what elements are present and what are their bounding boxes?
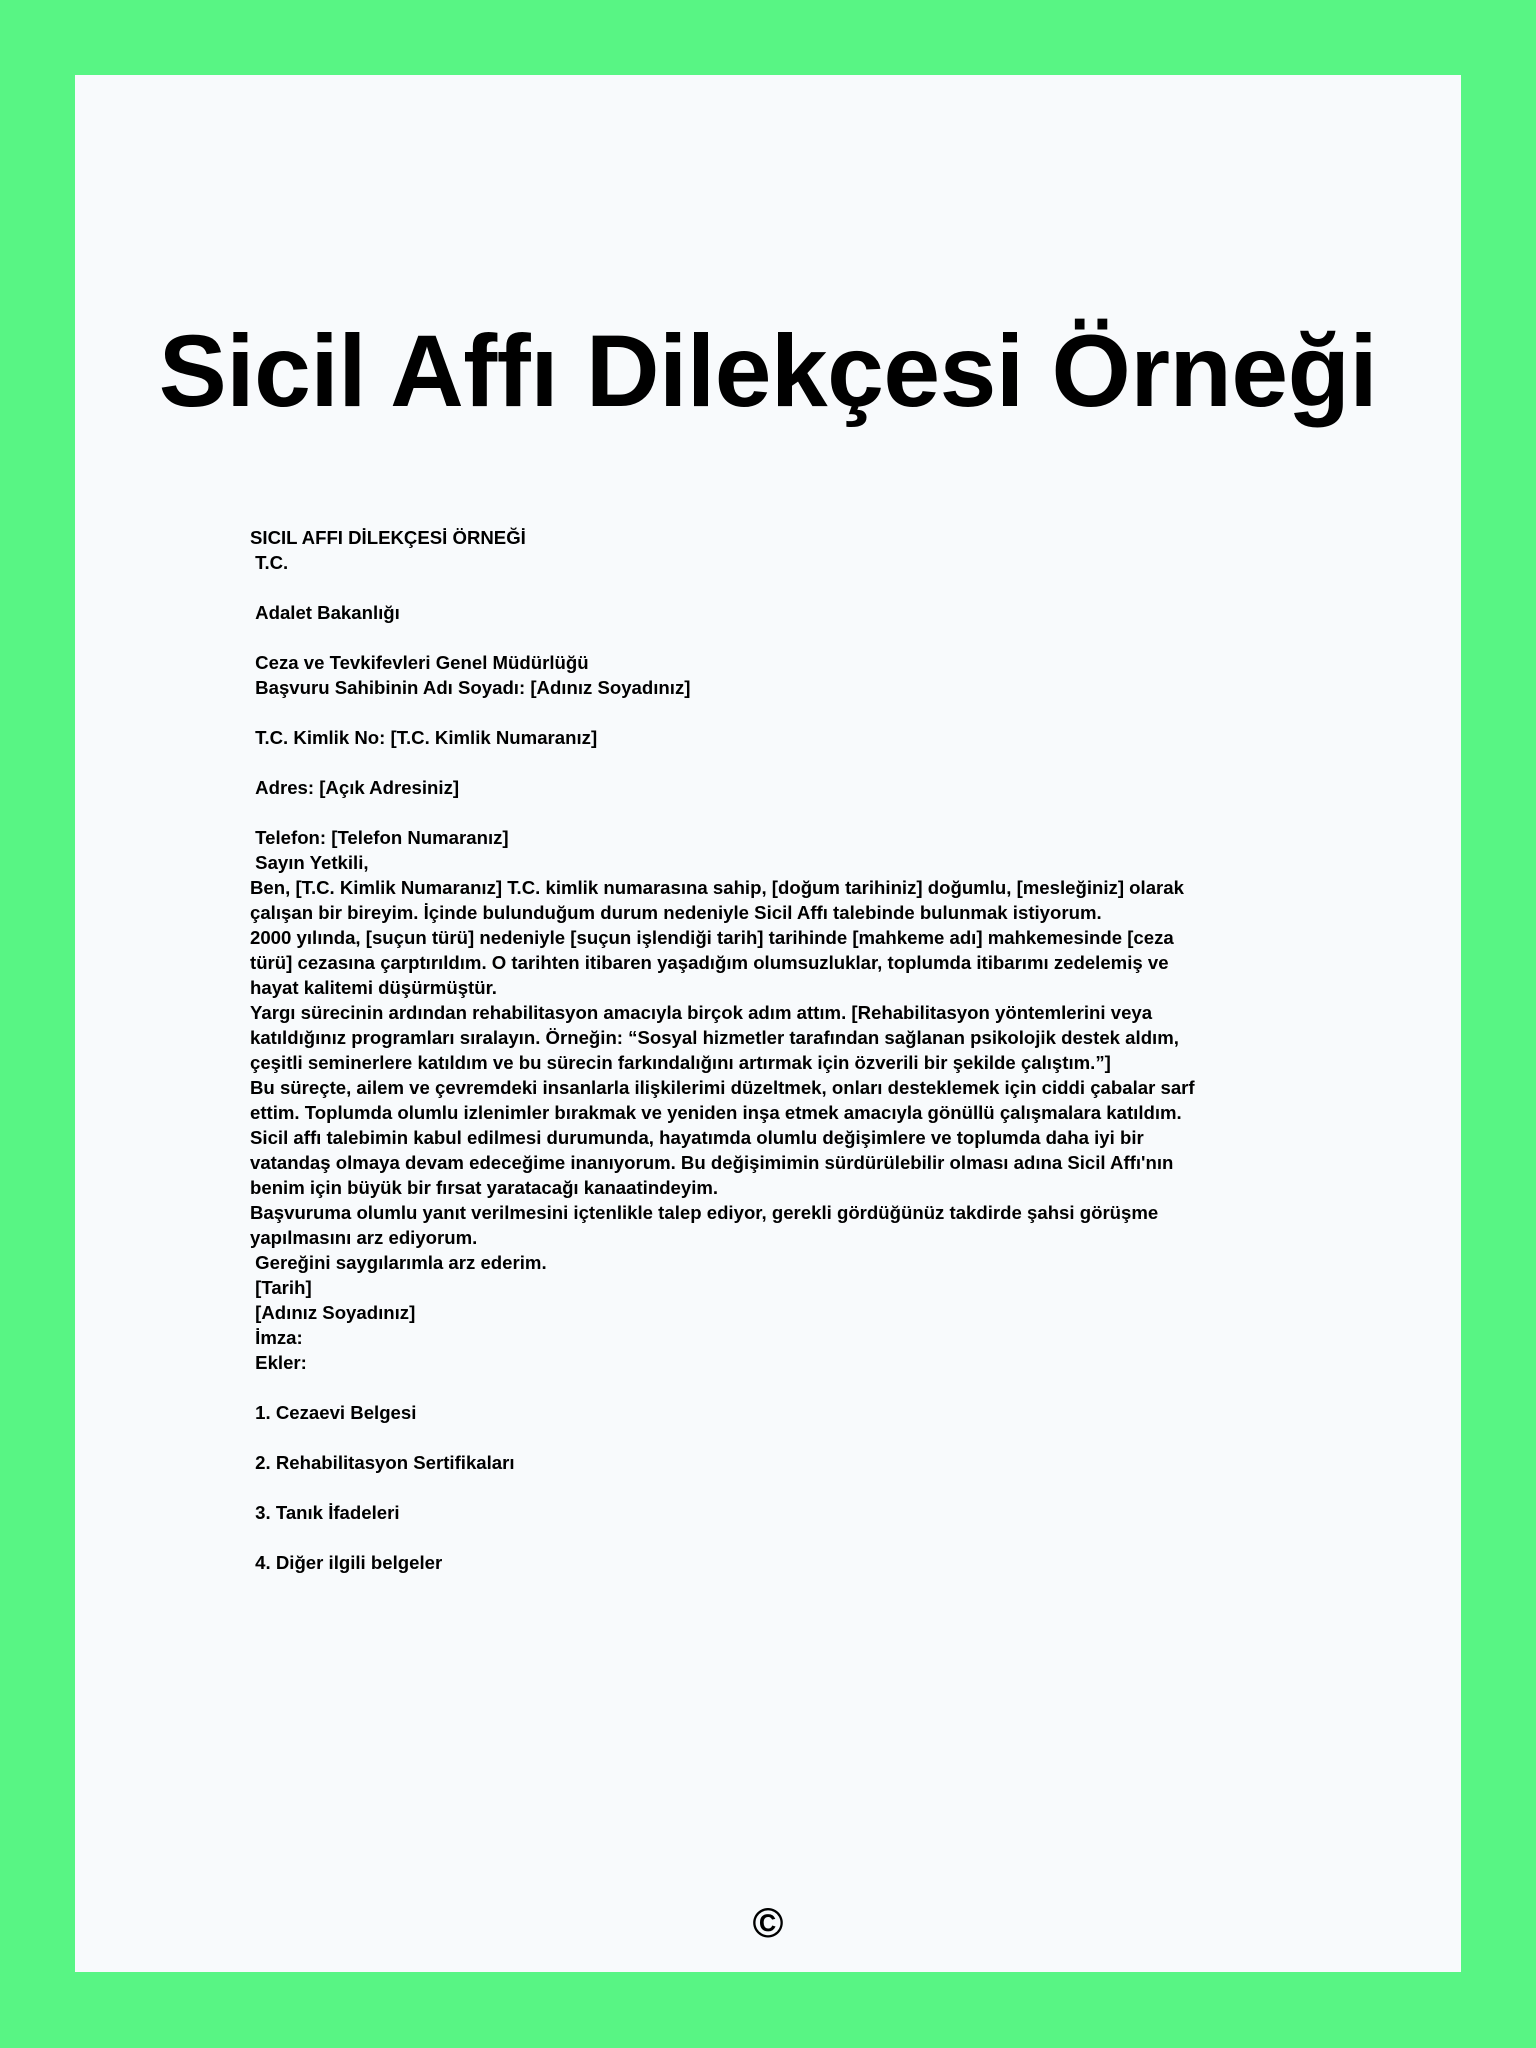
blank-line [250,800,1360,825]
blank-line [250,575,1360,600]
letter-line: Başvuruma olumlu yanıt verilmesini içtenlikle talep ediyor, gerekli gördüğünüz takdirde şahsi görüşme [250,1202,1159,1223]
letter-line: hayat kalitemi düşürmüştür. [250,977,497,998]
letter-line: yapılmasını arz ediyorum. [250,1227,478,1248]
blank-line [250,1475,1360,1500]
blank-line [250,750,1360,775]
letter-line: Bu süreçte, ailem ve çevremdeki insanlarla ilişkilerimi düzeltmek, onları desteklemek için ciddi çabalar sarf [250,1077,1195,1098]
letter-line: İmza: [250,1327,303,1348]
letter-line: T.C. [250,552,289,573]
letter-line: Sicil affı talebimin kabul edilmesi durumunda, hayatımda olumlu değişimlere ve toplumda daha iyi bir [250,1127,1144,1148]
letter-line: Sayın Yetkili, [250,852,369,873]
letter-line: Başvuru Sahibinin Adı Soyadı: [Adınız Soyadınız] [250,677,691,698]
letter-line: Adres: [Açık Adresiniz] [250,777,460,798]
letter-line: Ekler: [250,1352,307,1373]
letter-line: Telefon: [Telefon Numaranız] [250,827,509,848]
letter-line: SICIL AFFI DİLEKÇESİ ÖRNEĞİ [250,527,526,548]
petition-letter [250,525,1360,1575]
blank-line [250,625,1360,650]
letter-line: katıldığınız programları sıralayın. Örneğin: “Sosyal hizmetler tarafından sağlanan psikolojik destek aldım, [250,1027,1179,1048]
letter-line: 2000 yılında, [suçun türü] nedeniyle [suçun işlendiği tarih] tarihinde [mahkeme adı] mahkemesinde [ceza [250,927,1174,948]
letter-line: [Tarih] [250,1277,312,1298]
letter-line: vatandaş olmaya devam edeceğime inanıyorum. Bu değişimimin sürdürülebilir olması adına Sicil Affı'nın [250,1152,1174,1173]
letter-line: çalışan bir bireyim. İçinde bulunduğum durum nedeniyle Sicil Affı talebinde bulunmak istiyorum. [250,902,1102,923]
letter-line: Gereğini saygılarımla arz ederim. [250,1252,547,1273]
letter-line: Ben, [T.C. Kimlik Numaranız] T.C. kimlik numarasına sahip, [doğum tarihiniz] doğumlu, [mesleğiniz] olarak [250,877,1184,898]
letter-line: 4. Diğer ilgili belgeler [250,1552,443,1573]
blank-line [250,1425,1360,1450]
letter-line: Adalet Bakanlığı [250,602,400,623]
letter-line: Ceza ve Tevkifevleri Genel Müdürlüğü [250,652,589,673]
letter-line: 2. Rehabilitasyon Sertifikaları [250,1452,515,1473]
letter-line: 1. Cezaevi Belgesi [250,1402,417,1423]
letter-line: Yargı sürecinin ardından rehabilitasyon amacıyla birçok adım attım. [Rehabilitasyon yöntemlerini veya [250,1002,1153,1023]
blank-line [250,1375,1360,1400]
letter-line: çeşitli seminerlere katıldım ve bu sürecin farkındalığını artırmak için özverili bir şekilde çalıştım.”] [250,1052,1111,1073]
letter-line: benim için büyük bir fırsat yaratacağı kanaatindeyim. [250,1177,719,1198]
document-page [75,75,1461,1972]
letter-line: türü] cezasına çarptırıldım. O tarihten itibaren yaşadığım olumsuzluklar, toplumda itibarımı zedelemiş ve [250,952,1169,973]
letter-line: 3. Tanık İfadeleri [250,1502,400,1523]
page-title: Sicil Affı Dilekçesi Örneği [158,314,1378,428]
letter-line: ettim. Toplumda olumlu izlenimler bırakmak ve yeniden inşa etmek amacıyla gönüllü çalışmalara katıldım. [250,1102,1182,1123]
blank-line [250,700,1360,725]
letter-line: [Adınız Soyadınız] [250,1302,416,1323]
copyright-icon: © [752,1899,784,1946]
letter-line: T.C. Kimlik No: [T.C. Kimlik Numaranız] [250,727,598,748]
blank-line [250,1525,1360,1550]
